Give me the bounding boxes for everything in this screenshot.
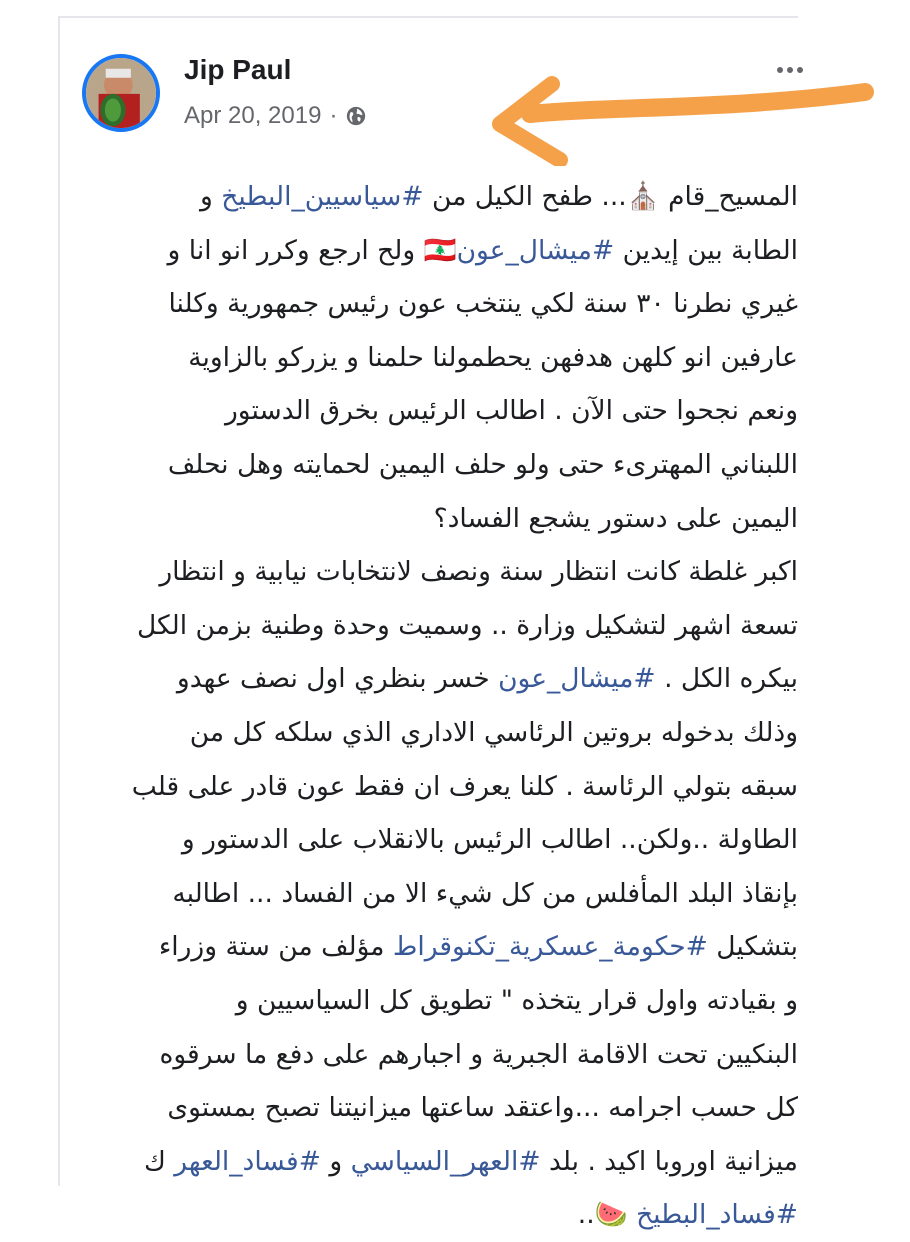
dot (797, 67, 803, 73)
post-text-line (78, 867, 798, 921)
post-text-line (78, 706, 798, 760)
post-text-line (78, 331, 798, 385)
text-segment: بيكره الكل . (655, 663, 798, 695)
post-text-line (78, 652, 798, 706)
text-segment: كل حسب اجرامه ...واعتقد ساعتها ميزانيتنا تصبح بمستوى (167, 1092, 798, 1124)
text-segment: سبقه بتولي الرئاسة . كلنا يعرف ان فقط عون قادر على قلب (131, 770, 798, 802)
avatar-photo (86, 58, 156, 128)
text-segment: ولح ارجع وكرر انو انا و (167, 234, 424, 266)
text-segment: اللبناني المهترىء حتى ولو حلف اليمين لحمايته وهل نحلف (167, 448, 798, 480)
post-text-line (78, 170, 798, 224)
text-segment: ... طفح الكيل من (423, 181, 627, 212)
author-avatar[interactable] (82, 54, 160, 132)
text-segment: تسعة اشهر لتشكيل وزارة .. وسميت وحدة وطنية بزمن الكل (136, 609, 798, 641)
text-segment: و (320, 1145, 351, 1177)
orange-arrow-annotation (490, 76, 880, 166)
post-text-line (78, 545, 798, 599)
post-text-line (78, 974, 798, 1028)
post-text-line (78, 438, 798, 492)
hashtag-link[interactable]: #ميشال_عون (498, 663, 656, 695)
post-text-line (78, 384, 798, 438)
text-segment: اليمين على دستور يشجع الفساد؟ (433, 502, 798, 534)
post-text-line (78, 1081, 798, 1135)
hashtag-link[interactable]: #العهر_السياسي (350, 1145, 541, 1177)
globe-icon[interactable] (345, 105, 367, 127)
post-text-line (78, 492, 798, 546)
text-segment: وذلك بدخوله بروتين الرئاسي الاداري الذي سلكه كل من (189, 716, 798, 748)
post-text-line (78, 224, 798, 278)
text-segment: خسر بنظري اول نصف عهدو (176, 663, 499, 695)
post-text-line (78, 1028, 798, 1082)
text-segment: المسيح_قام (659, 181, 798, 212)
text-segment: بتشكيل (707, 931, 798, 963)
emoji: 🇱🇧 (423, 234, 457, 266)
text-segment: الطابة بين إيدين (614, 234, 798, 266)
text-segment: و (199, 181, 222, 212)
text-segment: عارفين انو كلهن هدفهن يحطمولنا حلمنا و يزركو بالزاوية (188, 341, 798, 373)
emoji: 🍉 (594, 1199, 628, 1231)
text-segment: مؤلف من ستة وزراء (158, 931, 393, 963)
post-date[interactable]: Apr 20, 2019 (184, 102, 322, 129)
post-text-line (78, 1188, 798, 1242)
meta-separator: · (329, 102, 338, 129)
post-text-line (78, 760, 798, 814)
post-text-line (78, 599, 798, 653)
dot (777, 67, 783, 73)
text-segment: ك (143, 1145, 175, 1177)
text-segment: ميزانية اوروبا اكيد . بلد (540, 1145, 798, 1177)
facebook-post-card (60, 18, 820, 1231)
text-segment (628, 1199, 636, 1230)
text-segment: الطاولة ..ولكن.. اطالب الرئيس بالانقلاب على الدستور و (181, 824, 798, 856)
author-name[interactable]: Jip Paul (184, 54, 292, 85)
post-text-line (78, 277, 798, 331)
hashtag-link[interactable]: #سياسيين_البطيخ (221, 181, 424, 212)
text-segment: غيري نطرنا ٣٠ سنة لكي ينتخب عون رئيس جمهورية وكلنا (168, 288, 798, 320)
text-segment: اكبر غلطة كانت انتظار سنة ونصف لانتخابات نيابية و انتظار (159, 556, 798, 588)
post-text-line (78, 1135, 798, 1189)
hashtag-link[interactable]: #فساد_البطيخ (636, 1199, 798, 1231)
text-segment: ونعم نجحوا حتى الآن . اطالب الرئيس بخرق الدستور (225, 395, 798, 427)
text-segment: .. (577, 1199, 595, 1231)
post-text-line (78, 920, 798, 974)
post-meta (184, 102, 367, 130)
text-segment: البنكيين تحت الاقامة الجبرية و اجبارهم على دفع ما سرقوه (159, 1038, 798, 1070)
hashtag-link[interactable]: #فساد_العهر (174, 1145, 321, 1177)
hashtag-link[interactable]: #حكومة_عسكرية_تكنوقراط (392, 931, 708, 963)
text-segment: بإنقاذ البلد المأفلس من كل شيء الا من الفساد ... اطالبه (172, 877, 798, 909)
post-text (78, 170, 798, 1242)
post-text-line (78, 813, 798, 867)
emoji: ⛪ (626, 181, 660, 212)
dot (787, 67, 793, 73)
text-segment: و بقيادته واول قرار يتخذه " تطويق كل السياسيين و (235, 984, 798, 1016)
hashtag-link[interactable]: #ميشال_عون (456, 234, 615, 266)
